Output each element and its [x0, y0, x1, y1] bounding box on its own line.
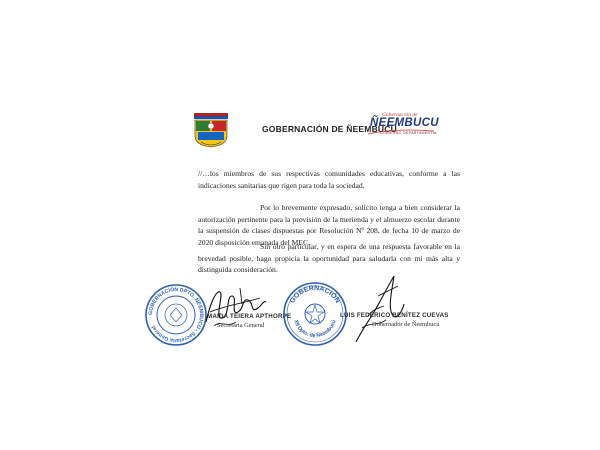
signer-2-name: LUIS FEDERICO BENÍTEZ CUEVAS: [340, 312, 449, 319]
gobernacion-seal-icon: [282, 281, 348, 347]
logo-tagline: GOBIERNO DEPARTAMENTAL: [380, 131, 438, 135]
svg-text:XII Dpto. de Ñeembucú: XII Dpto. de Ñeembucú: [292, 319, 338, 340]
svg-text:GOBERNACIÓN DPTO. ÑEEMBUCÚ · S: GOBERNACIÓN DPTO. ÑEEMBUCÚ · Secretaría General: [147, 286, 205, 344]
svg-text:GOBERNACIÓN: GOBERNACIÓN: [289, 284, 341, 305]
secretaria-seal-icon: [144, 283, 208, 347]
signature-2-icon: [348, 272, 408, 348]
logo-big-text: ÑEEMBUCU: [370, 117, 439, 129]
body-paragraph-1: //…los miembros de sus respectivas comunidades educativas, conforme a las indicaciones sanitarias que rigen para toda la sociedad.: [198, 169, 460, 190]
body-paragraph-3: Sin otro particular, y en espera de una respuesta favorable en la brevedad posible, hago propicia la oportunidad para saludarla con mi más alta y distinguida consideración.: [198, 242, 460, 275]
signer-1-name: MAIDA TEIERA APTHORPE: [207, 313, 292, 320]
department-crest-icon: [192, 112, 230, 148]
header-title: GOBERNACIÓN DE ÑEEMBUCÚ: [262, 124, 397, 134]
signer-1-role: Secretaria General: [217, 322, 265, 329]
signer-2-role: Gobernador de Ñeembucú: [372, 321, 440, 328]
logo-small-text: Gobernación de: [382, 112, 418, 118]
body-paragraph-2: Por lo brevemente expresado, solicito tenga a bien considerar la autorización pertinente para la provisión de la merienda y el almuerzo escolar durante la suspensión de clases dispuestas por Resolución Nº 208, de fecha 10 de marzo de 2020 disposición emanada del MEC.: [198, 203, 460, 247]
